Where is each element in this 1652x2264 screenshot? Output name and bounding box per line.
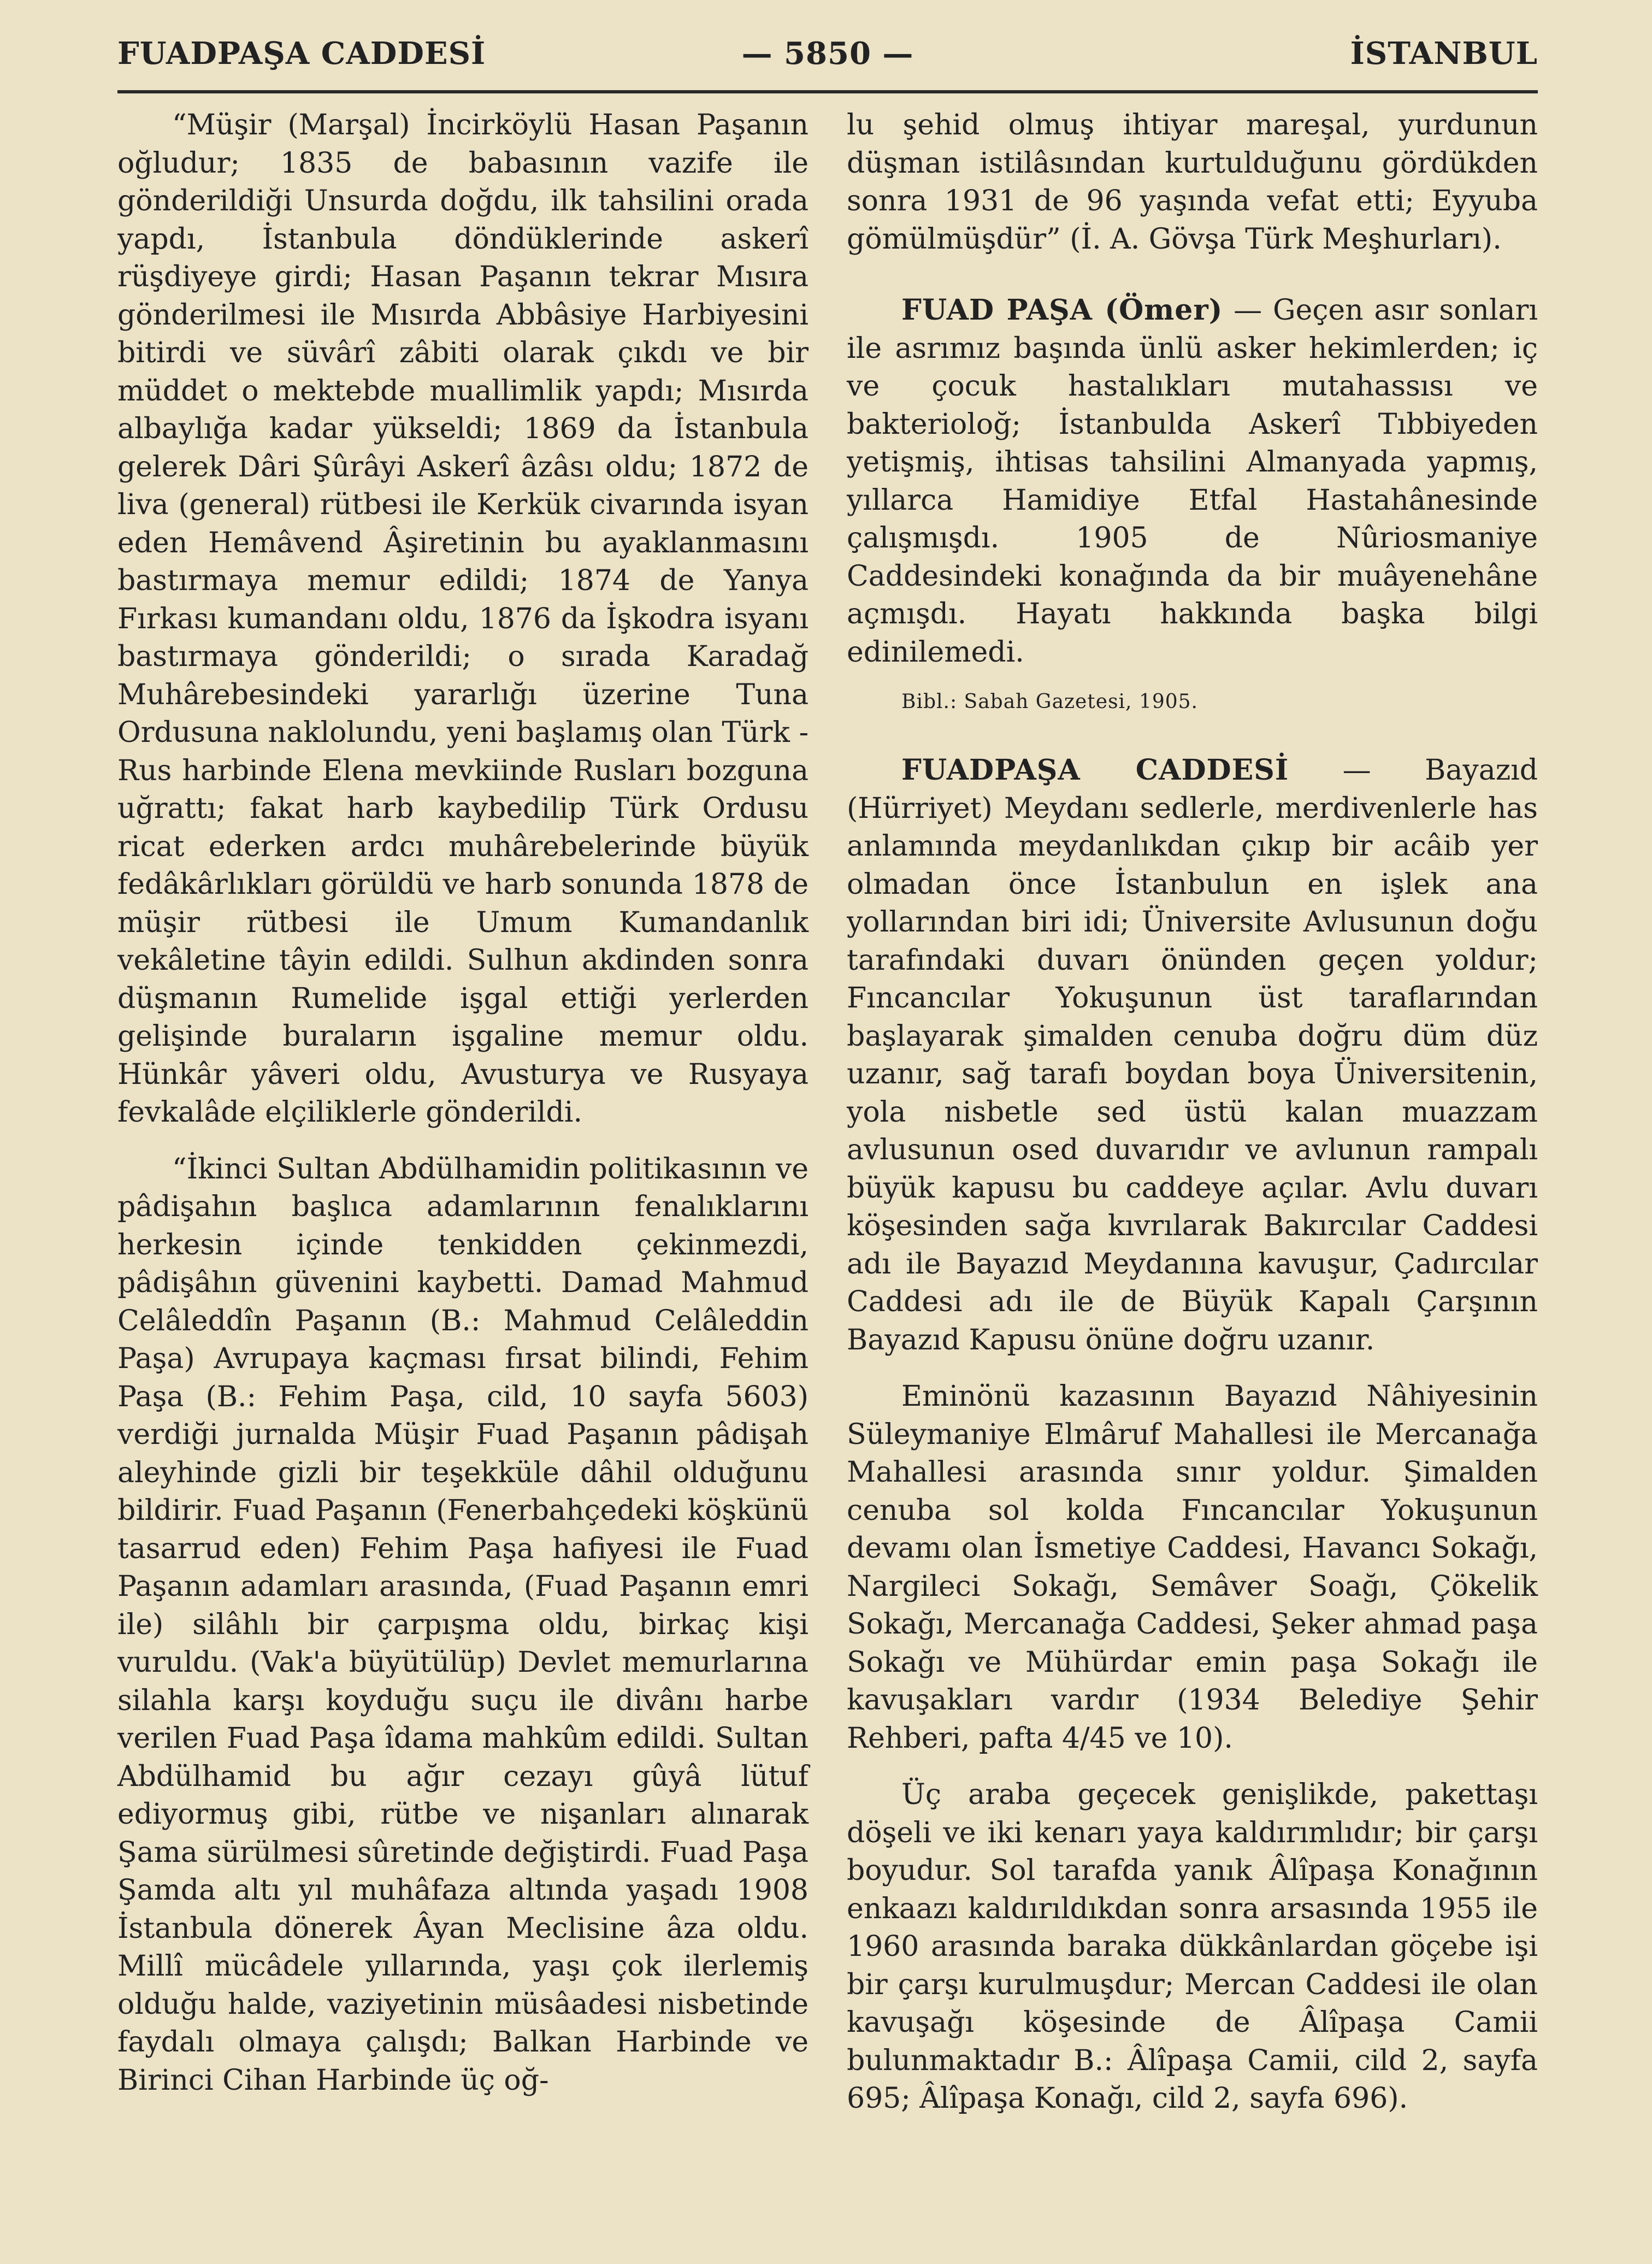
entry-fuadpasa-caddesi (847, 751, 1538, 1359)
entry-text: — Geçen asır sonları ile asrımız başında ünlü asker hekimlerden; iç ve çocuk hastalıkları mutahassısı ve bakterioloğ; İstanbulda Askerî Tıbbiyeden yetişmiş, ihtisas tahsilini Almanyada yapmış, yıllarca Hamidiye Etfal Hastahânesinde çalışmışdı. 1905 de Nûriosmaniye Caddesindeki konağında da bir muâyenehâne açmışdı. Hayatı hakkında başka bilgi edinilemedi. (847, 294, 1538, 669)
page-header (117, 30, 1538, 93)
left-column (117, 107, 809, 2237)
paragraph: “İkinci Sultan Abdülhamidin politikasının ve pâdişahın başlıca adamlarının fenalıklarını herkesin içinde tenkidden çekinmezdi, pâdişâhın güvenini kaybetti. Damad Mahmud Celâleddîn Paşanın (B.: Mahmud Celâleddin Paşa) Avrupaya kaçması fırsat bilindi, Fehim Paşa (B.: Fehim Paşa, cild, 10 sayfa 5603) verdiği jurnalda Müşir Fuad Paşanın pâdişah aleyhinde gizli bir teşekküle dâhil olduğunu bildirir. Fuad Paşanın (Fenerbahçedeki köşkünü tasarrud eden) Fehim Paşa hafiyesi ile Fuad Paşanın adamları arasında, (Fuad Paşanın emri ile) silâhlı bir çarpışma oldu, birkaç kişi vuruldu. (Vak'a büyütülüp) Devlet memurlarına silahla karşı koyduğu suçu ile divânı harbe verilen Fuad Paşa îdama mahkûm edildi. Sultan Abdülhamid bu ağır cezayı gûyâ lütuf ediyormuş gibi, rütbe ve nişanları alınarak Şama sürülmesi sûretinde değiştirdi. Fuad Paşa Şamda altı yıl muhâfaza altında yaşadı 1908 İstanbula dönerek Âyan Meclisine âza oldu. Millî mücâdele yıllarında, yaşı çok ilerlemiş olduğu halde, vaziyetinin müsâadesi nisbetinde faydalı olmaya çalışdı; Balkan Harbinde ve Birinci Cihan Harbinde üç oğ- (117, 1152, 809, 2097)
document-page (117, 30, 1538, 2237)
text-columns (117, 107, 1538, 2237)
paragraph: Üç araba geçecek genişlikde, pakettaşı döşeli ve iki kenarı yaya kaldırımlıdır; bir çarşı boyudur. Sol tarafda yanık Âlîpaşa Konağının enkaazı kaldırıldıkdan sonra arsasında 1955 ile 1960 arasında baraka dükkânlardan göçebe işi bir çarşı kurulmuşdur; Mercan Caddesi ile olan kavuşağı köşesinde de Âlîpaşa Camii bulunmaktadır B.: Âlîpaşa Camii, cild 2, sayfa 695; Âlîpaşa Konağı, cild 2, sayfa 696). (847, 1778, 1538, 2115)
paragraph: Eminönü kazasının Bayazıd Nâhiyesinin Süleymaniye Elmâruf Mahallesi ile Mercanağa Mahallesi arasında sınır yoldur. Şimalden cenuba sol kolda Fıncancılar Yokuşunun devamı olan İsmetiye Caddesi, Havancı Sokağı, Nargileci Sokağı, Semâver Soağı, Çökelik Sokağı, Mercanağa Caddesi, Şeker ahmad paşa Sokağı ve Mühürdar emin paşa Sokağı ile kavuşakları vardır (1934 Belediye Şehir Rehberi, pafta 4/45 ve 10). (847, 1380, 1538, 1755)
running-head-right: İSTANBUL (1350, 36, 1538, 72)
entry-title: FUADPAŞA CADDESİ (901, 753, 1289, 787)
entry-fuad-pasa-omer (847, 291, 1538, 671)
entry-text: — Bayazıd (Hürriyet) Meydanı sedlerle, merdivenlerle has anlamında meydanlıkdan çıkıp bir acâib yer olmadan önce İstanbulun en işlek ana yollarından biri idi; Üniversite Avlusunun doğu tarafındaki duvarı önünden geçen yoldur; Fıncancılar Yokuşunun üst taraflarından başlayarak şimalden cenuba doğru düm düz uzanır, sağ tarafı boydan boya Üniversitenin, yola nisbetle sed üstü kalan muazzam avlusunun osed duvarıdır ve avlunun rampalı büyük kapusu bu caddeye açılar. Avlu duvarı köşesinden sağa kıvrılarak Bakırcılar Caddesi adı ile Bayazıd Meydanına kavuşur, Çadırcılar Caddesi adı ile de Büyük Kapalı Çarşının Bayazıd Kapusu önüne doğru uzanır. (847, 754, 1538, 1357)
page-number: — 5850 — (741, 36, 914, 72)
bibliography: Bibl.: Sabah Gazetesi, 1905. (901, 691, 1199, 713)
running-head-left: FUADPAŞA CADDESİ (117, 36, 486, 72)
paragraph: lu şehid olmuş ihtiyar mareşal, yurdunun düşman istilâsından kurtulduğunu gördükden sonra 1931 de 96 yaşında vefat etti; Eyyuba gömülmüşdür” (İ. A. Gövşa Türk Meşhurları). (847, 109, 1538, 256)
right-column (847, 107, 1538, 2237)
entry-title: FUAD PAŞA (Ömer) (901, 293, 1223, 327)
paragraph: “Müşir (Marşal) İncirköylü Hasan Paşanın oğludur; 1835 de babasının vazife ile gönderildiği Unsurda doğdu, ilk tahsilini orada yapdı, İstanbula döndüklerinde askerî rüşdiyeye girdi; Hasan Paşanın tekrar Mısıra gönderilmesi ile Mısırda Abbâsiye Harbiyesini bitirdi ve süvârî zâbiti olarak çıkdı ve bir müddet o mektebde muallimlik yapdı; Mısırda albaylığa kadar yükseldi; 1869 da İstanbula gelerek Dâri Şûrâyi Askerî âzâsı oldu; 1872 de liva (general) rütbesi ile Kerkük civarında isyan eden Hemâvend Âşiretinin bu ayaklanmasını bastırmaya memur edildi; 1874 de Yanya Fırkası kumandanı oldu, 1876 da İşkodra isyanı bastırmaya gönderildi; o sırada Karadağ Muhârebesindeki yararlığı üzerine Tuna Ordusuna naklolundu, yeni başlamış olan Türk - Rus harbinde Elena mevkiinde Rusları bozguna uğrattı; fakat harb kaybedilip Türk Ordusu ricat ederken ardcı muhârebelerinde büyük fedâkârlıkları görüldü ve harb sonunda 1878 de müşir rütbesi ile Umum Kumandanlık vekâletine tâyin edildi. Sulhun akdinden sonra düşmanın Rumelide işgal ettiği yerlerden gelişinde buraların işgaline memur oldu. Hünkâr yâveri oldu, Avusturya ve Rusyaya fevkalâde elçiliklerle gönderildi. (117, 109, 809, 1129)
